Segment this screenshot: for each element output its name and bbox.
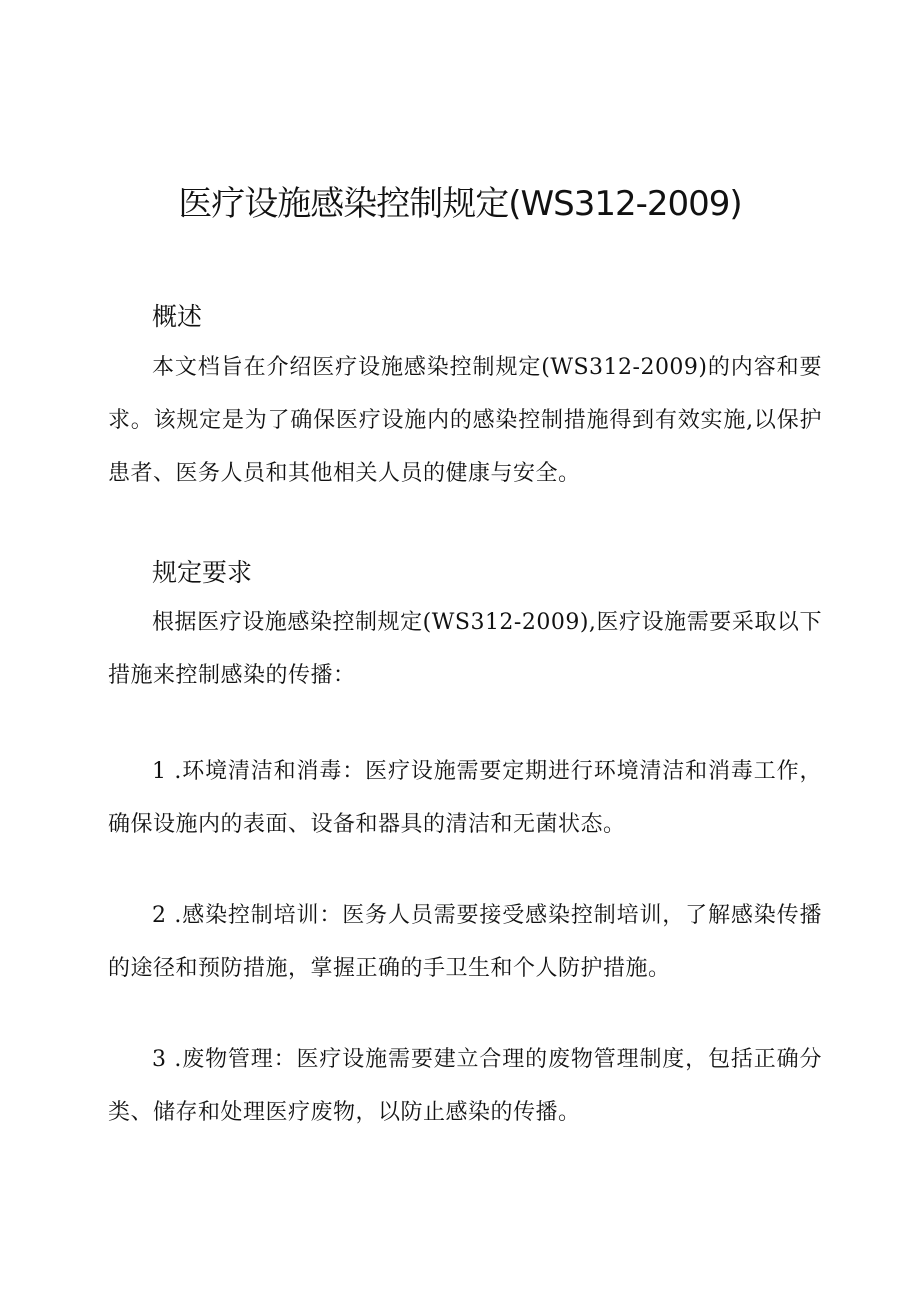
requirement-item-2: 2 .感染控制培训：医务人员需要接受感染控制培训，了解感染传播的途径和预防措施，掌握正确的手卫生和个人防护措施。 [108, 903, 822, 981]
section-heading-requirements: 规定要求 [152, 558, 253, 587]
section-heading-overview: 概述 [152, 302, 203, 331]
overview-paragraph: 本文档旨在介绍医疗设施感染控制规定(WS312-2009)的内容和要求。该规定是为了确保医疗设施内的感染控制措施得到有效实施,以保护患者、医务人员和其他相关人员的健康与安全。 [108, 355, 822, 486]
requirements-intro-paragraph: 根据医疗设施感染控制规定(WS312-2009),医疗设施需要采取以下措施来控制感染的传播： [108, 610, 822, 688]
requirement-item-3: 3 .废物管理：医疗设施需要建立合理的废物管理制度，包括正确分类、储存和处理医疗废物，以防止感染的传播。 [108, 1047, 822, 1125]
document-title: 医疗设施感染控制规定(WS312-2009) [178, 184, 742, 224]
requirement-item-1: 1 .环境清洁和消毒：医疗设施需要定期进行环境清洁和消毒工作，确保设施内的表面、设备和器具的清洁和无菌状态。 [108, 759, 822, 837]
